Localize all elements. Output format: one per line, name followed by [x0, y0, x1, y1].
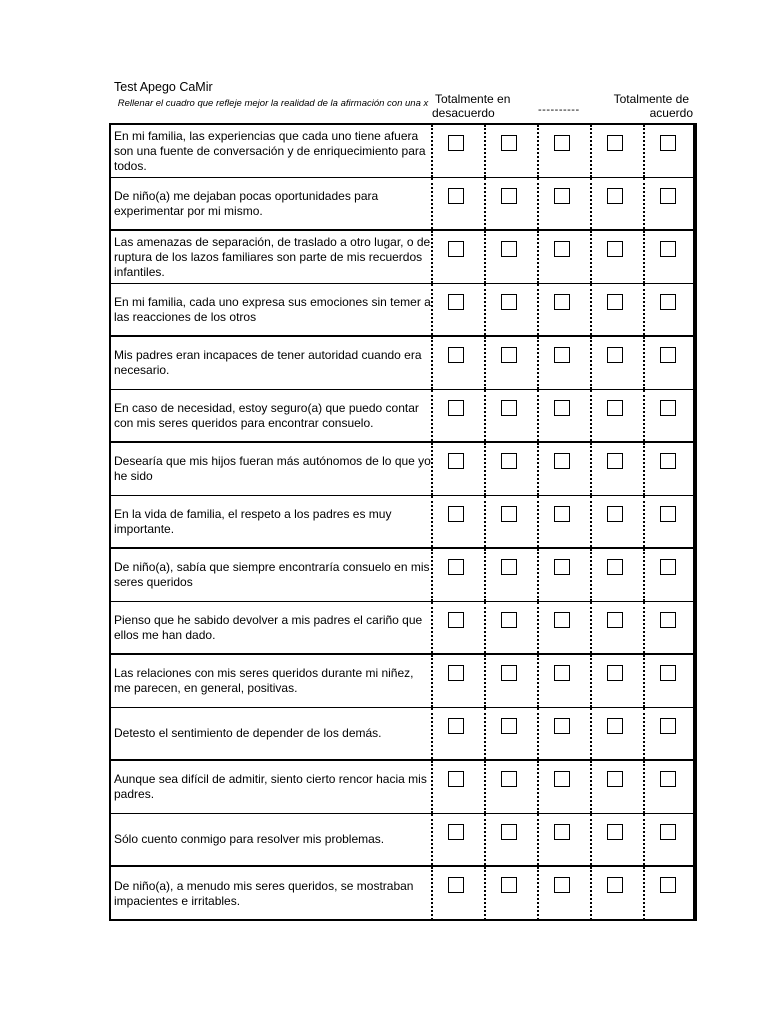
rating-checkbox-1[interactable]: [448, 400, 464, 416]
dotted-separator: [643, 814, 645, 865]
dotted-separator: [590, 125, 592, 177]
rating-checkbox-1[interactable]: [448, 506, 464, 522]
rating-checkbox-2[interactable]: [501, 771, 517, 787]
dotted-separator: [431, 337, 433, 389]
dotted-separator: [643, 284, 645, 335]
rating-checkbox-3[interactable]: [554, 400, 570, 416]
statement-text: Detesto el sentimiento de depender de los demás.: [114, 726, 382, 740]
dotted-separator: [431, 231, 433, 283]
dotted-separator: [484, 496, 486, 547]
dotted-separator: [643, 867, 645, 920]
rating-checkbox-3[interactable]: [554, 771, 570, 787]
dotted-separator: [484, 708, 486, 759]
rating-checkbox-1[interactable]: [448, 559, 464, 575]
statement-row: [111, 814, 693, 867]
dotted-separator: [484, 231, 486, 283]
rating-checkbox-5[interactable]: [660, 665, 676, 681]
scale-label-middle: ----------: [538, 104, 580, 116]
statement-text: En la vida de familia, el respeto a los padres es muy importante.: [114, 506, 392, 536]
dotted-separator: [590, 549, 592, 601]
dotted-separator: [643, 655, 645, 707]
dotted-separator: [590, 655, 592, 707]
rating-checkbox-3[interactable]: [554, 877, 570, 893]
scale-label-agree-line2: acuerdo: [649, 106, 693, 120]
rating-checkbox-2[interactable]: [501, 559, 517, 575]
scale-label-agree-line1: Totalmente de: [613, 92, 689, 106]
dotted-separator: [484, 602, 486, 653]
dotted-separator: [484, 867, 486, 920]
dotted-separator: [537, 655, 539, 707]
dotted-separator: [537, 496, 539, 547]
dotted-separator: [431, 178, 433, 229]
rating-checkbox-2[interactable]: [501, 188, 517, 204]
rating-checkbox-1[interactable]: [448, 771, 464, 787]
rating-checkbox-3[interactable]: [554, 347, 570, 363]
dotted-separator: [643, 178, 645, 229]
dotted-separator: [484, 337, 486, 389]
rating-checkbox-3[interactable]: [554, 453, 570, 469]
rating-checkbox-3[interactable]: [554, 135, 570, 151]
statement-row: [111, 443, 693, 496]
statement-row: [111, 708, 693, 761]
statement-row: [111, 337, 693, 390]
statement-row: [111, 231, 693, 284]
dotted-separator: [537, 125, 539, 177]
dotted-separator: [643, 231, 645, 283]
rating-checkbox-3[interactable]: [554, 188, 570, 204]
dotted-separator: [590, 390, 592, 441]
dotted-separator: [484, 178, 486, 229]
page-title: Test Apego CaMir: [114, 80, 213, 94]
rating-checkbox-2[interactable]: [501, 665, 517, 681]
survey-table: [109, 123, 697, 921]
rating-checkbox-3[interactable]: [554, 294, 570, 310]
dotted-separator: [431, 655, 433, 707]
dotted-separator: [431, 496, 433, 547]
rating-checkbox-3[interactable]: [554, 506, 570, 522]
rating-checkbox-2[interactable]: [501, 453, 517, 469]
dotted-separator: [643, 602, 645, 653]
rating-checkbox-2[interactable]: [501, 612, 517, 628]
rating-checkbox-4[interactable]: [607, 453, 623, 469]
dotted-separator: [431, 549, 433, 601]
scale-label-disagree: [432, 92, 522, 120]
dotted-separator: [484, 443, 486, 495]
dotted-separator: [537, 390, 539, 441]
rating-checkbox-3[interactable]: [554, 824, 570, 840]
statement-text: Pienso que he sabido devolver a mis padres el cariño que ellos me han dado.: [114, 612, 423, 642]
rating-checkbox-1[interactable]: [448, 188, 464, 204]
rating-checkbox-1[interactable]: [448, 665, 464, 681]
rating-checkbox-2[interactable]: [501, 824, 517, 840]
statement-row: [111, 284, 693, 337]
dotted-separator: [484, 284, 486, 335]
rating-checkbox-1[interactable]: [448, 877, 464, 893]
dotted-separator: [537, 337, 539, 389]
rating-checkbox-3[interactable]: [554, 241, 570, 257]
dotted-separator: [537, 761, 539, 813]
statement-text: Las amenazas de separación, de traslado a otro lugar, o de ruptura de los lazos familiares son parte de mis recuerdos infantiles.: [114, 234, 431, 279]
statement-text: Mis padres eran incapaces de tener autoridad cuando era necesario.: [114, 348, 422, 377]
rating-checkbox-5[interactable]: [660, 294, 676, 310]
rating-checkbox-3[interactable]: [554, 718, 570, 734]
dotted-separator: [537, 814, 539, 865]
rating-checkbox-2[interactable]: [501, 506, 517, 522]
rating-checkbox-2[interactable]: [501, 400, 517, 416]
statement-text: De niño(a), sabía que siempre encontraría consuelo en mis seres queridos: [114, 560, 430, 589]
dotted-separator: [537, 231, 539, 283]
statement-row: [111, 178, 693, 231]
rating-checkbox-5[interactable]: [660, 135, 676, 151]
dotted-separator: [590, 443, 592, 495]
dotted-separator: [431, 443, 433, 495]
rating-checkbox-1[interactable]: [448, 294, 464, 310]
statement-row: [111, 496, 693, 549]
rating-checkbox-3[interactable]: [554, 665, 570, 681]
scale-label-disagree-line1: Totalmente en: [435, 92, 511, 106]
rating-checkbox-2[interactable]: [501, 718, 517, 734]
rating-checkbox-4[interactable]: [607, 347, 623, 363]
dotted-separator: [643, 390, 645, 441]
statement-row: [111, 655, 693, 708]
rating-checkbox-2[interactable]: [501, 241, 517, 257]
rating-checkbox-5[interactable]: [660, 188, 676, 204]
rating-checkbox-4[interactable]: [607, 877, 623, 893]
rating-checkbox-4[interactable]: [607, 824, 623, 840]
rating-checkbox-1[interactable]: [448, 718, 464, 734]
rating-checkbox-4[interactable]: [607, 718, 623, 734]
rating-checkbox-1[interactable]: [448, 453, 464, 469]
dotted-separator: [590, 708, 592, 759]
dotted-separator: [431, 602, 433, 653]
rating-checkbox-4[interactable]: [607, 771, 623, 787]
dotted-separator: [431, 867, 433, 920]
statement-text: En mi familia, las experiencias que cada uno tiene afuera son una fuente de conversación y de enriquecimiento para todos.: [114, 128, 426, 173]
rating-checkbox-5[interactable]: [660, 400, 676, 416]
dotted-separator: [537, 284, 539, 335]
rating-checkbox-5[interactable]: [660, 347, 676, 363]
rating-checkbox-4[interactable]: [607, 612, 623, 628]
rating-checkbox-4[interactable]: [607, 400, 623, 416]
dotted-separator: [431, 814, 433, 865]
rating-checkbox-3[interactable]: [554, 612, 570, 628]
dotted-separator: [643, 549, 645, 601]
statement-row: [111, 602, 693, 655]
statement-row: [111, 125, 693, 178]
scale-label-agree: [596, 92, 693, 120]
statement-text: Las relaciones con mis seres queridos durante mi niñez, me parecen, en general, positivas.: [114, 666, 414, 695]
dotted-separator: [484, 390, 486, 441]
rating-checkbox-5[interactable]: [660, 771, 676, 787]
dotted-separator: [484, 125, 486, 177]
statement-text: Aunque sea difícil de admitir, siento cierto rencor hacia mis padres.: [114, 772, 427, 801]
instruction-text: Rellenar el cuadro que refleje mejor la realidad de la afirmación con una x: [117, 98, 429, 109]
rating-checkbox-5[interactable]: [660, 877, 676, 893]
dotted-separator: [484, 549, 486, 601]
dotted-separator: [537, 708, 539, 759]
rating-checkbox-5[interactable]: [660, 718, 676, 734]
dotted-separator: [537, 178, 539, 229]
dotted-separator: [537, 867, 539, 920]
dotted-separator: [537, 549, 539, 601]
rating-checkbox-5[interactable]: [660, 824, 676, 840]
rating-checkbox-3[interactable]: [554, 559, 570, 575]
rating-checkbox-4[interactable]: [607, 506, 623, 522]
dotted-separator: [590, 602, 592, 653]
dotted-separator: [643, 496, 645, 547]
statement-text: Sólo cuento conmigo para resolver mis problemas.: [114, 832, 385, 846]
dotted-separator: [643, 708, 645, 759]
rating-checkbox-1[interactable]: [448, 824, 464, 840]
statement-row: [111, 390, 693, 443]
dotted-separator: [484, 814, 486, 865]
dotted-separator: [590, 284, 592, 335]
dotted-separator: [431, 284, 433, 335]
rating-checkbox-1[interactable]: [448, 347, 464, 363]
rating-checkbox-4[interactable]: [607, 559, 623, 575]
statement-text: En mi familia, cada uno expresa sus emociones sin temer a las reacciones de los otros: [114, 294, 431, 324]
dotted-separator: [431, 390, 433, 441]
rating-checkbox-1[interactable]: [448, 612, 464, 628]
statement-text: De niño(a), a menudo mis seres queridos, se mostraban impacientes e irritables.: [114, 878, 414, 908]
dotted-separator: [590, 867, 592, 920]
rating-checkbox-5[interactable]: [660, 453, 676, 469]
dotted-separator: [590, 337, 592, 389]
dotted-separator: [643, 337, 645, 389]
rating-checkbox-4[interactable]: [607, 665, 623, 681]
rating-checkbox-4[interactable]: [607, 241, 623, 257]
rating-checkbox-4[interactable]: [607, 135, 623, 151]
dotted-separator: [643, 125, 645, 177]
rating-checkbox-1[interactable]: [448, 241, 464, 257]
dotted-separator: [590, 178, 592, 229]
dotted-separator: [590, 814, 592, 865]
dotted-separator: [431, 708, 433, 759]
rating-checkbox-5[interactable]: [660, 559, 676, 575]
dotted-separator: [431, 125, 433, 177]
dotted-separator: [537, 443, 539, 495]
dotted-separator: [590, 496, 592, 547]
dotted-separator: [431, 761, 433, 813]
rating-checkbox-5[interactable]: [660, 241, 676, 257]
rating-checkbox-2[interactable]: [501, 877, 517, 893]
dotted-separator: [590, 231, 592, 283]
statement-row: [111, 867, 693, 920]
statement-text: Desearía que mis hijos fueran más autónomos de lo que yo he sido: [114, 454, 431, 483]
dotted-separator: [643, 761, 645, 813]
rating-checkbox-5[interactable]: [660, 612, 676, 628]
dotted-separator: [643, 443, 645, 495]
statement-row: [111, 761, 693, 814]
statement-text: En caso de necesidad, estoy seguro(a) que puedo contar con mis seres queridos para encontrar consuelo.: [114, 400, 419, 430]
dotted-separator: [484, 761, 486, 813]
statement-row: [111, 549, 693, 602]
rating-checkbox-4[interactable]: [607, 294, 623, 310]
rating-checkbox-2[interactable]: [501, 347, 517, 363]
statement-text: De niño(a) me dejaban pocas oportunidades para experimentar por mi mismo.: [114, 188, 379, 218]
dotted-separator: [590, 761, 592, 813]
rating-checkbox-1[interactable]: [448, 135, 464, 151]
rating-checkbox-2[interactable]: [501, 294, 517, 310]
scale-label-disagree-line2: desacuerdo: [432, 106, 495, 120]
dotted-separator: [484, 655, 486, 707]
rating-checkbox-2[interactable]: [501, 135, 517, 151]
rating-checkbox-4[interactable]: [607, 188, 623, 204]
dotted-separator: [537, 602, 539, 653]
rating-checkbox-5[interactable]: [660, 506, 676, 522]
